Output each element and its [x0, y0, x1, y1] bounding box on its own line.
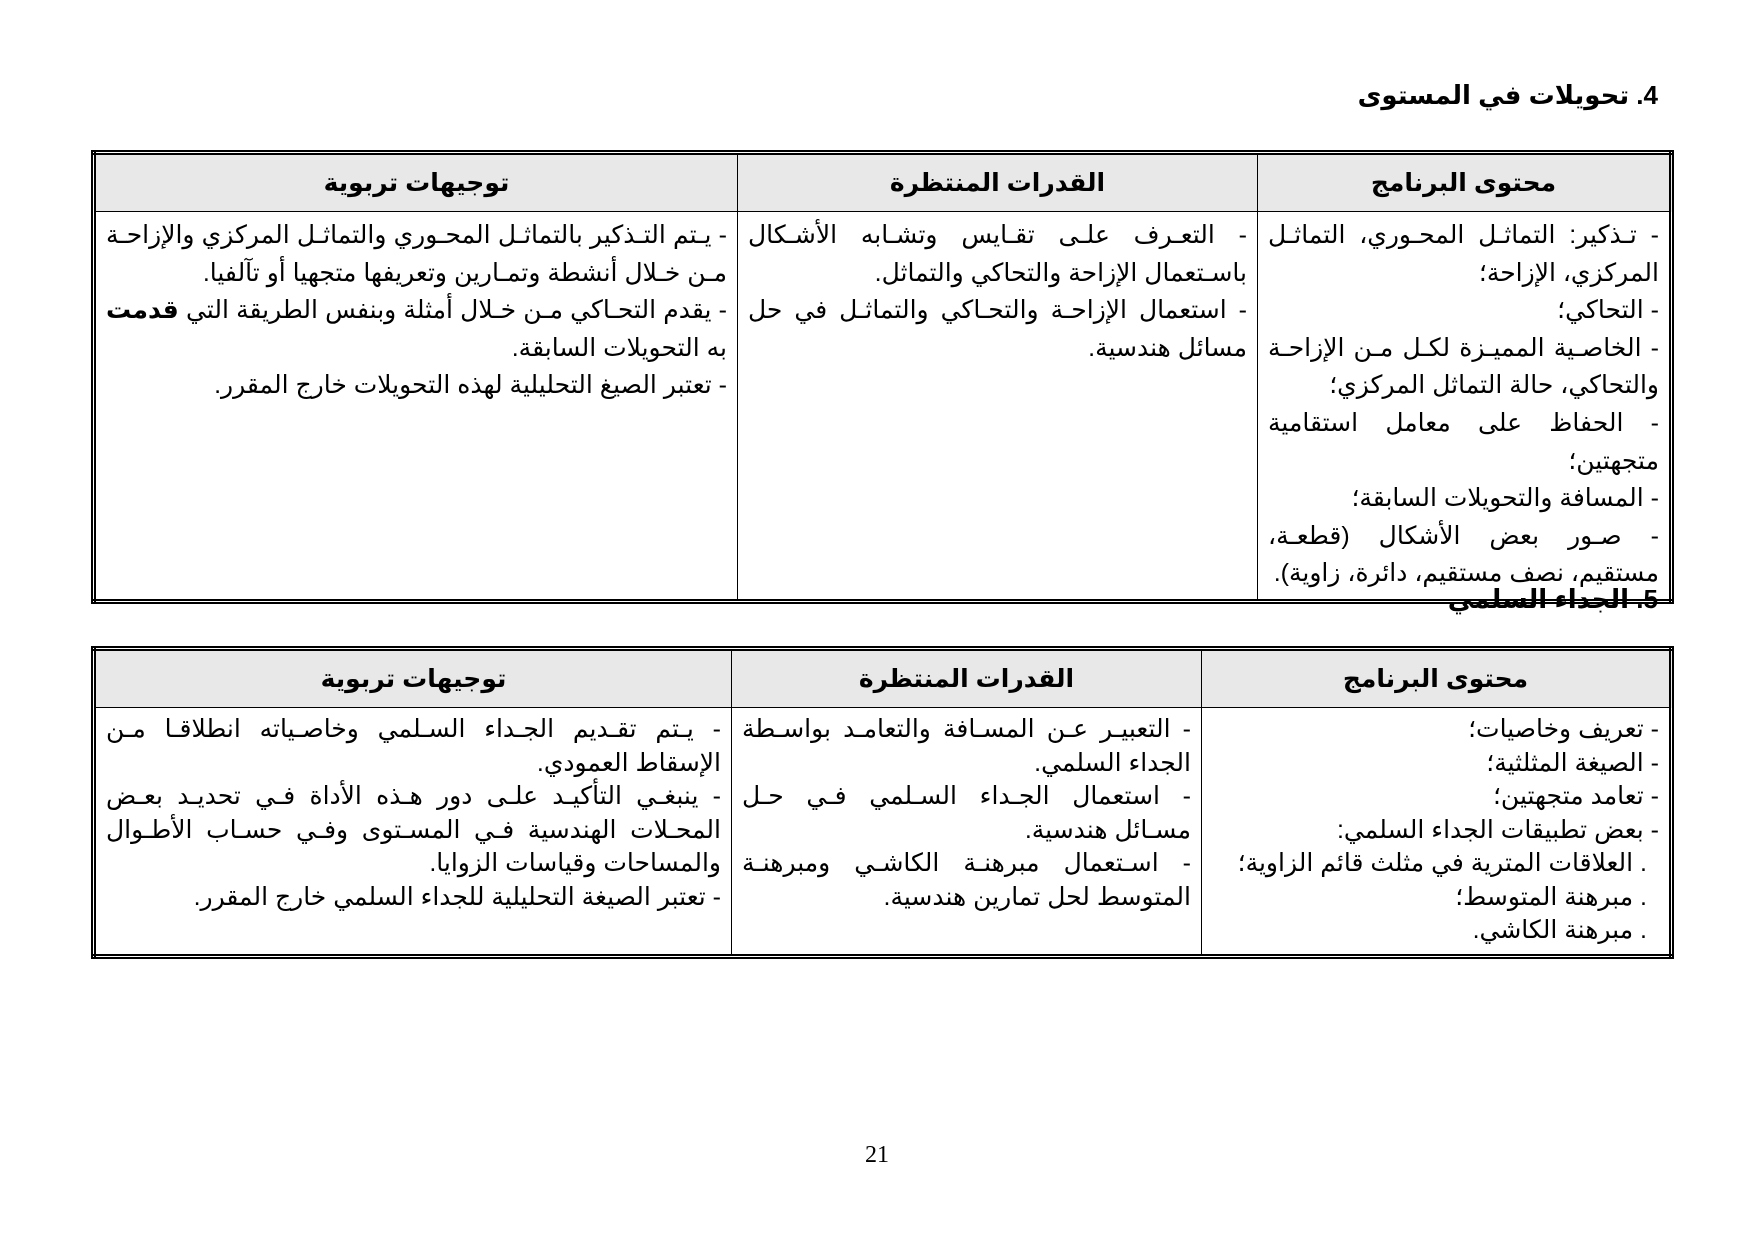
guidance-item: - يـتم تقـديم الجـداء السـلمي وخاصـياته انطلاقـا مـن الإسقاط العمودي. — [106, 715, 721, 777]
content-subitem: . العلاقات المترية في مثلث قائم الزاوية؛ — [1237, 849, 1647, 877]
table-header-row — [94, 649, 1672, 708]
guidance-item — [106, 292, 727, 367]
header-pedagogical-guidance: توجيهات تربوية — [94, 649, 732, 708]
table-header-row — [94, 153, 1672, 212]
section-5-table — [91, 646, 1674, 959]
guidance-item: - تعتبر الصيغ التحليلية لهذه التحويلات خارج المقرر. — [214, 371, 727, 400]
ability-item: - اسـتعمال مبرهنـة الكاشـي ومبرهنـة المتوسط لحل تمارين هندسية. — [742, 849, 1191, 911]
table-row — [94, 212, 1672, 602]
guidance-text: - يقدم التحـاكي مـن خـلال أمثلة وبنفس الطريقة التي — [178, 296, 727, 325]
guidance-item: - ينبغـي التأكيـد علـى دور هـذه الأداة فـي تحديـد بعـض المحـلات الهندسية فـي المسـتوى وفـي حسـاب الأطـوال والمساحات وقياسات الزوايا. — [106, 782, 721, 877]
content-item: - تعريف وخاصيات؛ — [1468, 715, 1659, 743]
header-expected-abilities: القدرات المنتظرة — [732, 649, 1202, 708]
content-item: - تعامد متجهتين؛ — [1492, 782, 1659, 810]
guidance-item: - يـتم التـذكير بالتماثـل المحـوري والتماثـل المركزي والإزاحـة مـن خـلال أنشطة وتمـارين وتعريفها متجهيا أو تآلفيا. — [106, 221, 727, 287]
ability-item: - التعـرف علـى تقـايس وتشـابه الأشـكال باسـتعمال الإزاحة والتحاكي والتماثل. — [748, 221, 1247, 287]
page-number: 21 — [865, 1142, 889, 1168]
section-4-title: 4. تحويلات في المستوى — [1357, 80, 1658, 110]
section-5-title: 5. الجداء السلمي — [1447, 584, 1658, 614]
ability-item: - استعمال الإزاحـة والتحـاكي والتماثـل في حل مسائل هندسية. — [748, 296, 1247, 362]
header-expected-abilities: القدرات المنتظرة — [738, 153, 1258, 212]
pedagogical-guidance-cell — [94, 212, 738, 602]
content-item: - صـور بعض الأشكال (قطعـة، مستقيم، نصف مستقيم، دائرة، زاوية). — [1268, 521, 1659, 588]
content-subitem: . مبرهنة الكاشي. — [1472, 916, 1647, 944]
content-item: - المسافة والتحويلات السابقة؛ — [1351, 484, 1659, 513]
content-item: - الحفاظ على معامل استقامية متجهتين؛ — [1268, 408, 1659, 475]
header-program-content: محتوى البرنامج — [1202, 649, 1672, 708]
guidance-bold-word: قدمت — [106, 296, 179, 325]
content-subitem: . مبرهنة المتوسط؛ — [1455, 882, 1647, 911]
content-item: - الصيغة المثلثية؛ — [1486, 748, 1659, 777]
expected-abilities-cell — [738, 212, 1258, 602]
pedagogical-guidance-cell — [94, 708, 732, 957]
header-pedagogical-guidance: توجيهات تربوية — [94, 153, 738, 212]
expected-abilities-cell — [732, 708, 1202, 957]
table-row — [94, 708, 1672, 957]
content-item: - الخاصـية المميـزة لكـل مـن الإزاحـة والتحاكي، حالة التماثل المركزي؛ — [1268, 333, 1659, 400]
content-item: - تـذكير: التماثـل المحـوري، التماثـل المركزي، الإزاحة؛ — [1268, 221, 1659, 287]
guidance-item: - تعتبر الصيغة التحليلية للجداء السلمي خارج المقرر. — [193, 882, 721, 911]
program-content-cell — [1258, 212, 1672, 602]
program-content-cell — [1202, 708, 1672, 957]
header-program-content: محتوى البرنامج — [1258, 153, 1672, 212]
content-item: - التحاكي؛ — [1557, 296, 1659, 325]
content-item: - بعض تطبيقات الجداء السلمي: — [1336, 815, 1659, 844]
ability-item: - استعمال الجـداء السـلمي فـي حـل مسـائل هندسية. — [742, 782, 1191, 844]
section-4-table — [91, 150, 1674, 604]
ability-item: - التعبيـر عـن المسـافة والتعامـد بواسـطة الجداء السلمي. — [742, 715, 1191, 777]
guidance-text: به التحويلات السابقة. — [511, 333, 727, 362]
